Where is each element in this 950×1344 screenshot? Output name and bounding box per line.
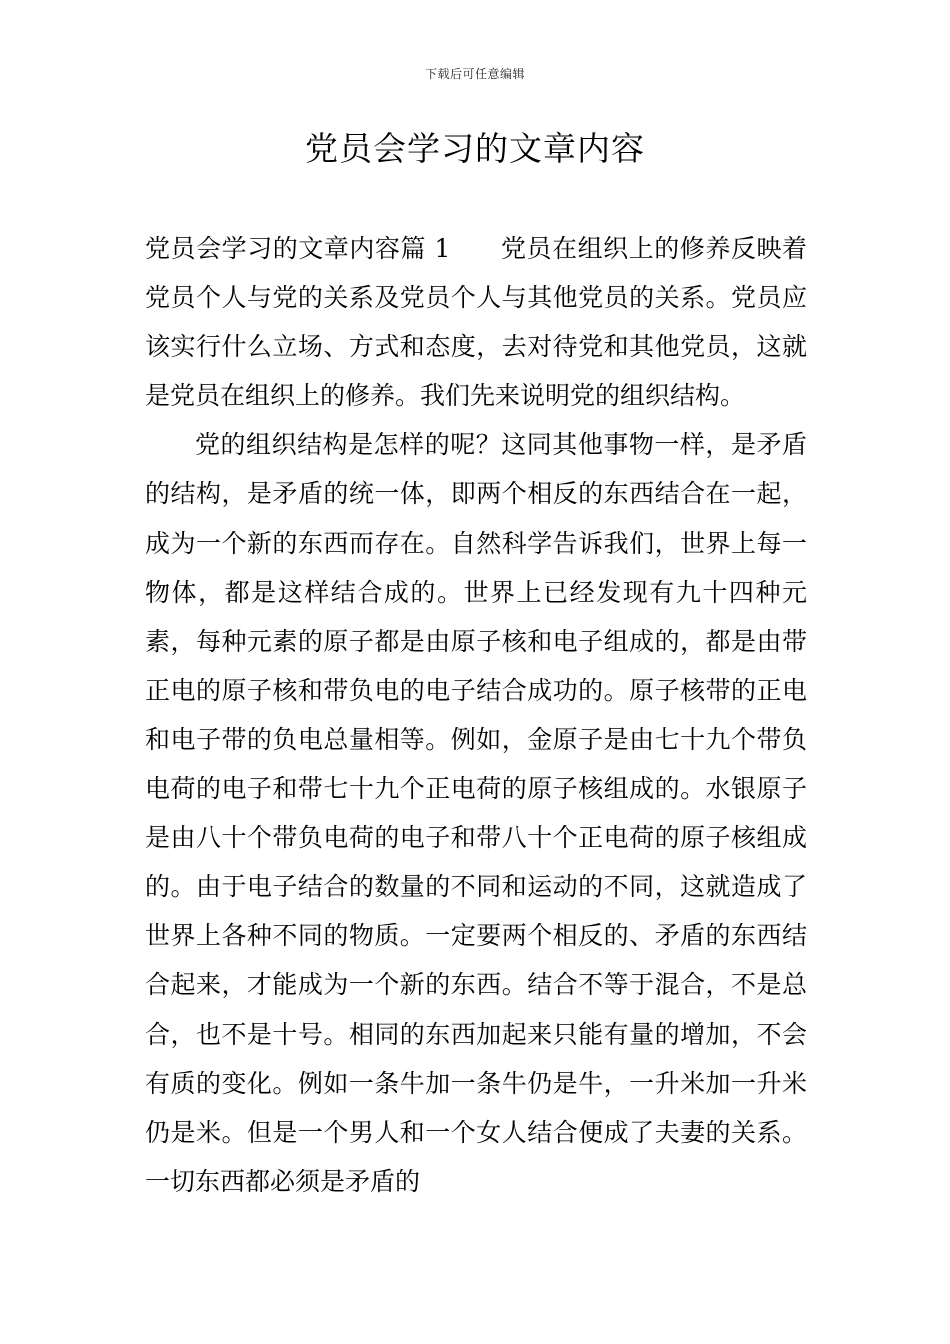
paragraph-2: 党的组织结构是怎样的呢？这同其他事物一样，是矛盾的结构，是矛盾的统一体，即两个相反的东西结合在一起，成为一个新的东西而存在。自然科学告诉我们，世界上每一物体，都是这样结合成的。世界上已经发现有九十四种元素，每种元素的原子都是由原子核和电子组成的，都是由带正电的原子核和带负电的电子结合成功的。原子核带的正电和电子带的负电总量相等。例如，金原子是由七十九个带负电荷的电子和带七十九个正电荷的原子核组成的。水银原子是由八十个带负电荷的电子和带八十个正电荷的原子核组成的。由于电子结合的数量的不同和运动的不同，这就造成了世界上各种不同的物质。一定要两个相反的、矛盾的东西结合起来，才能成为一个新的东西。结合不等于混合，不是总合，也不是十号。相同的东西加起来只能有量的增加，不会有质的变化。例如一条牛加一条牛仍是牛，一升米加一升米仍是米。但是一个男人和一个女人结合便成了夫妻的关系。一切东西都必须是矛盾的: [145, 430, 807, 1196]
document-title: 党员会学习的文章内容: [305, 129, 645, 168]
paragraph-1-text: 党员在组织上的修养反映着党员个人与党的关系及党员个人与其他党员的关系。党员应该实行什么立场、方式和态度，去对待党和其他党员，这就是党员在组织上的修养。我们先来说明党的组织结构。: [145, 234, 807, 411]
header-note: 下载后可任意编辑: [424, 67, 525, 81]
section-label: 党员会学习的文章内容篇 1: [145, 234, 451, 263]
paragraph-1: [145, 224, 807, 420]
document-body: [145, 224, 807, 1206]
